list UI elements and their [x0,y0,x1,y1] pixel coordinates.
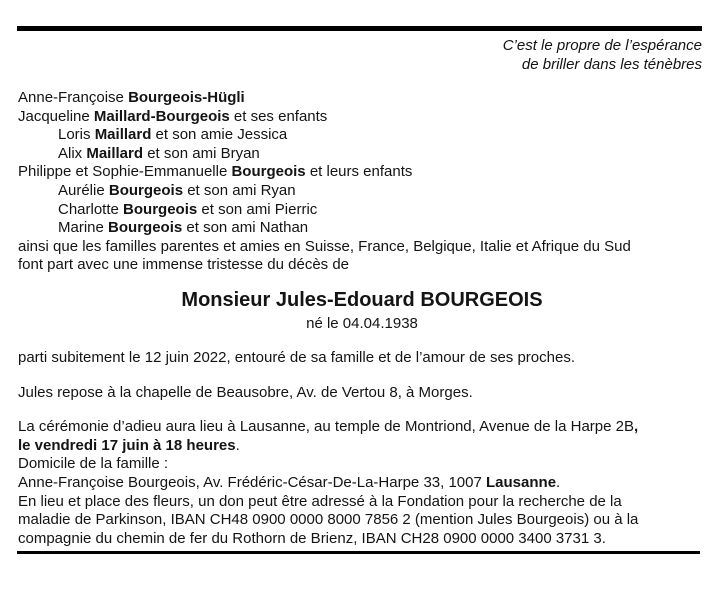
text-run: compagnie du chemin de fer du Rothorn de Brienz, IBAN CH28 0900 0000 3400 3731 3. [18,529,606,547]
text-run: Anne-Françoise [18,89,129,106]
family-line [18,256,706,275]
bold-text-run: Maillard [86,144,144,162]
family-list [18,89,706,275]
text-run: et son ami Nathan [182,219,309,237]
text-run: En lieu et place des fleurs, un don peut être adressé à la Fondation pour la recherche de la [18,492,622,510]
text-run: . [235,436,240,454]
paragraph-line [18,349,706,368]
bold-text-run: Bourgeois [108,219,183,237]
birth-date-line: né le 04.04.1938 [306,314,418,332]
bold-text-run: Maillard-Bourgeois [93,107,230,125]
paragraph-line [18,455,706,474]
epigraph-line: C’est le propre de l’espérance [502,37,702,54]
bold-text-run: le vendredi 17 juin à 18 heures [18,436,236,454]
text-run: maladie de Parkinson, IBAN CH48 0900 0000 8000 7856 2 (mention Jules Bourgeois) ou à la [18,511,639,529]
paragraph-ceremony-donations [18,418,706,548]
text-run: et ses enfants [229,107,328,125]
family-line [18,145,706,164]
family-line [18,201,706,220]
epigraph-line: de briller dans les ténèbres [521,56,702,73]
text-run: et son ami Pierric [197,200,318,218]
text-run: font part avec une immense tristesse du décès de [18,256,350,274]
bold-text-run: Bourgeois [231,163,306,181]
paragraph-line [18,384,706,403]
text-run: parti subitement le 12 juin 2022, entouré de sa famille et de l’amour de ses proches. [18,348,575,366]
paragraph-line [18,474,706,493]
bottom-rule [17,551,700,554]
text-run: . [556,473,561,491]
paragraph-repose [18,384,706,403]
family-line [18,182,706,201]
paragraph-line [18,530,706,549]
family-line [18,108,706,127]
bold-text-run: Bourgeois [123,200,198,218]
paragraph-line [18,418,706,437]
epigraph [0,36,702,74]
text-run: Marine [58,219,109,237]
top-rule [17,26,702,31]
bold-text-run: Maillard [94,126,152,144]
text-run: Jacqueline [18,107,94,125]
bold-text-run: Bourgeois [108,181,184,199]
text-run: et son ami Ryan [183,181,296,199]
bold-text-run: Bourgeois-Hügli [128,89,245,106]
family-line [18,238,706,257]
paragraph-line [18,493,706,512]
text-run: et leurs enfants [305,163,413,181]
text-run: Jules repose à la chapelle de Beausobre, Av. de Vertou 8, à Morges. [18,383,473,401]
text-run: Aurélie [58,181,109,199]
paragraph-line [18,511,706,530]
text-run: et son ami Bryan [143,144,260,162]
family-line [18,89,706,108]
family-line [18,126,706,145]
text-run: ainsi que les familles parentes et amies en Suisse, France, Belgique, Italie et Afrique du Sud [18,237,631,255]
paragraph-line [18,437,706,456]
bold-text-run: Lausanne [486,473,557,491]
text-run: Anne-Françoise Bourgeois, Av. Frédéric-César-De-La-Harpe 33, 1007 [18,473,487,491]
paragraph-departure [18,349,706,368]
text-run: Philippe et Sophie-Emmanuelle [18,163,232,181]
bold-text-run: , [633,418,639,436]
text-run: Charlotte [58,200,124,218]
deceased-name-title: Monsieur Jules-Edouard BOURGEOIS [181,288,543,311]
family-line [18,163,706,182]
text-run: et son amie Jessica [151,126,288,144]
family-line [18,219,706,238]
text-run: Loris [58,126,95,144]
text-run: Alix [58,144,87,162]
text-run: Domicile de la famille : [18,455,169,473]
text-run: La cérémonie d’adieu aura lieu à Lausanne, au temple de Montriond, Avenue de la Harpe 2B [18,418,634,436]
announcement-page [0,26,724,554]
